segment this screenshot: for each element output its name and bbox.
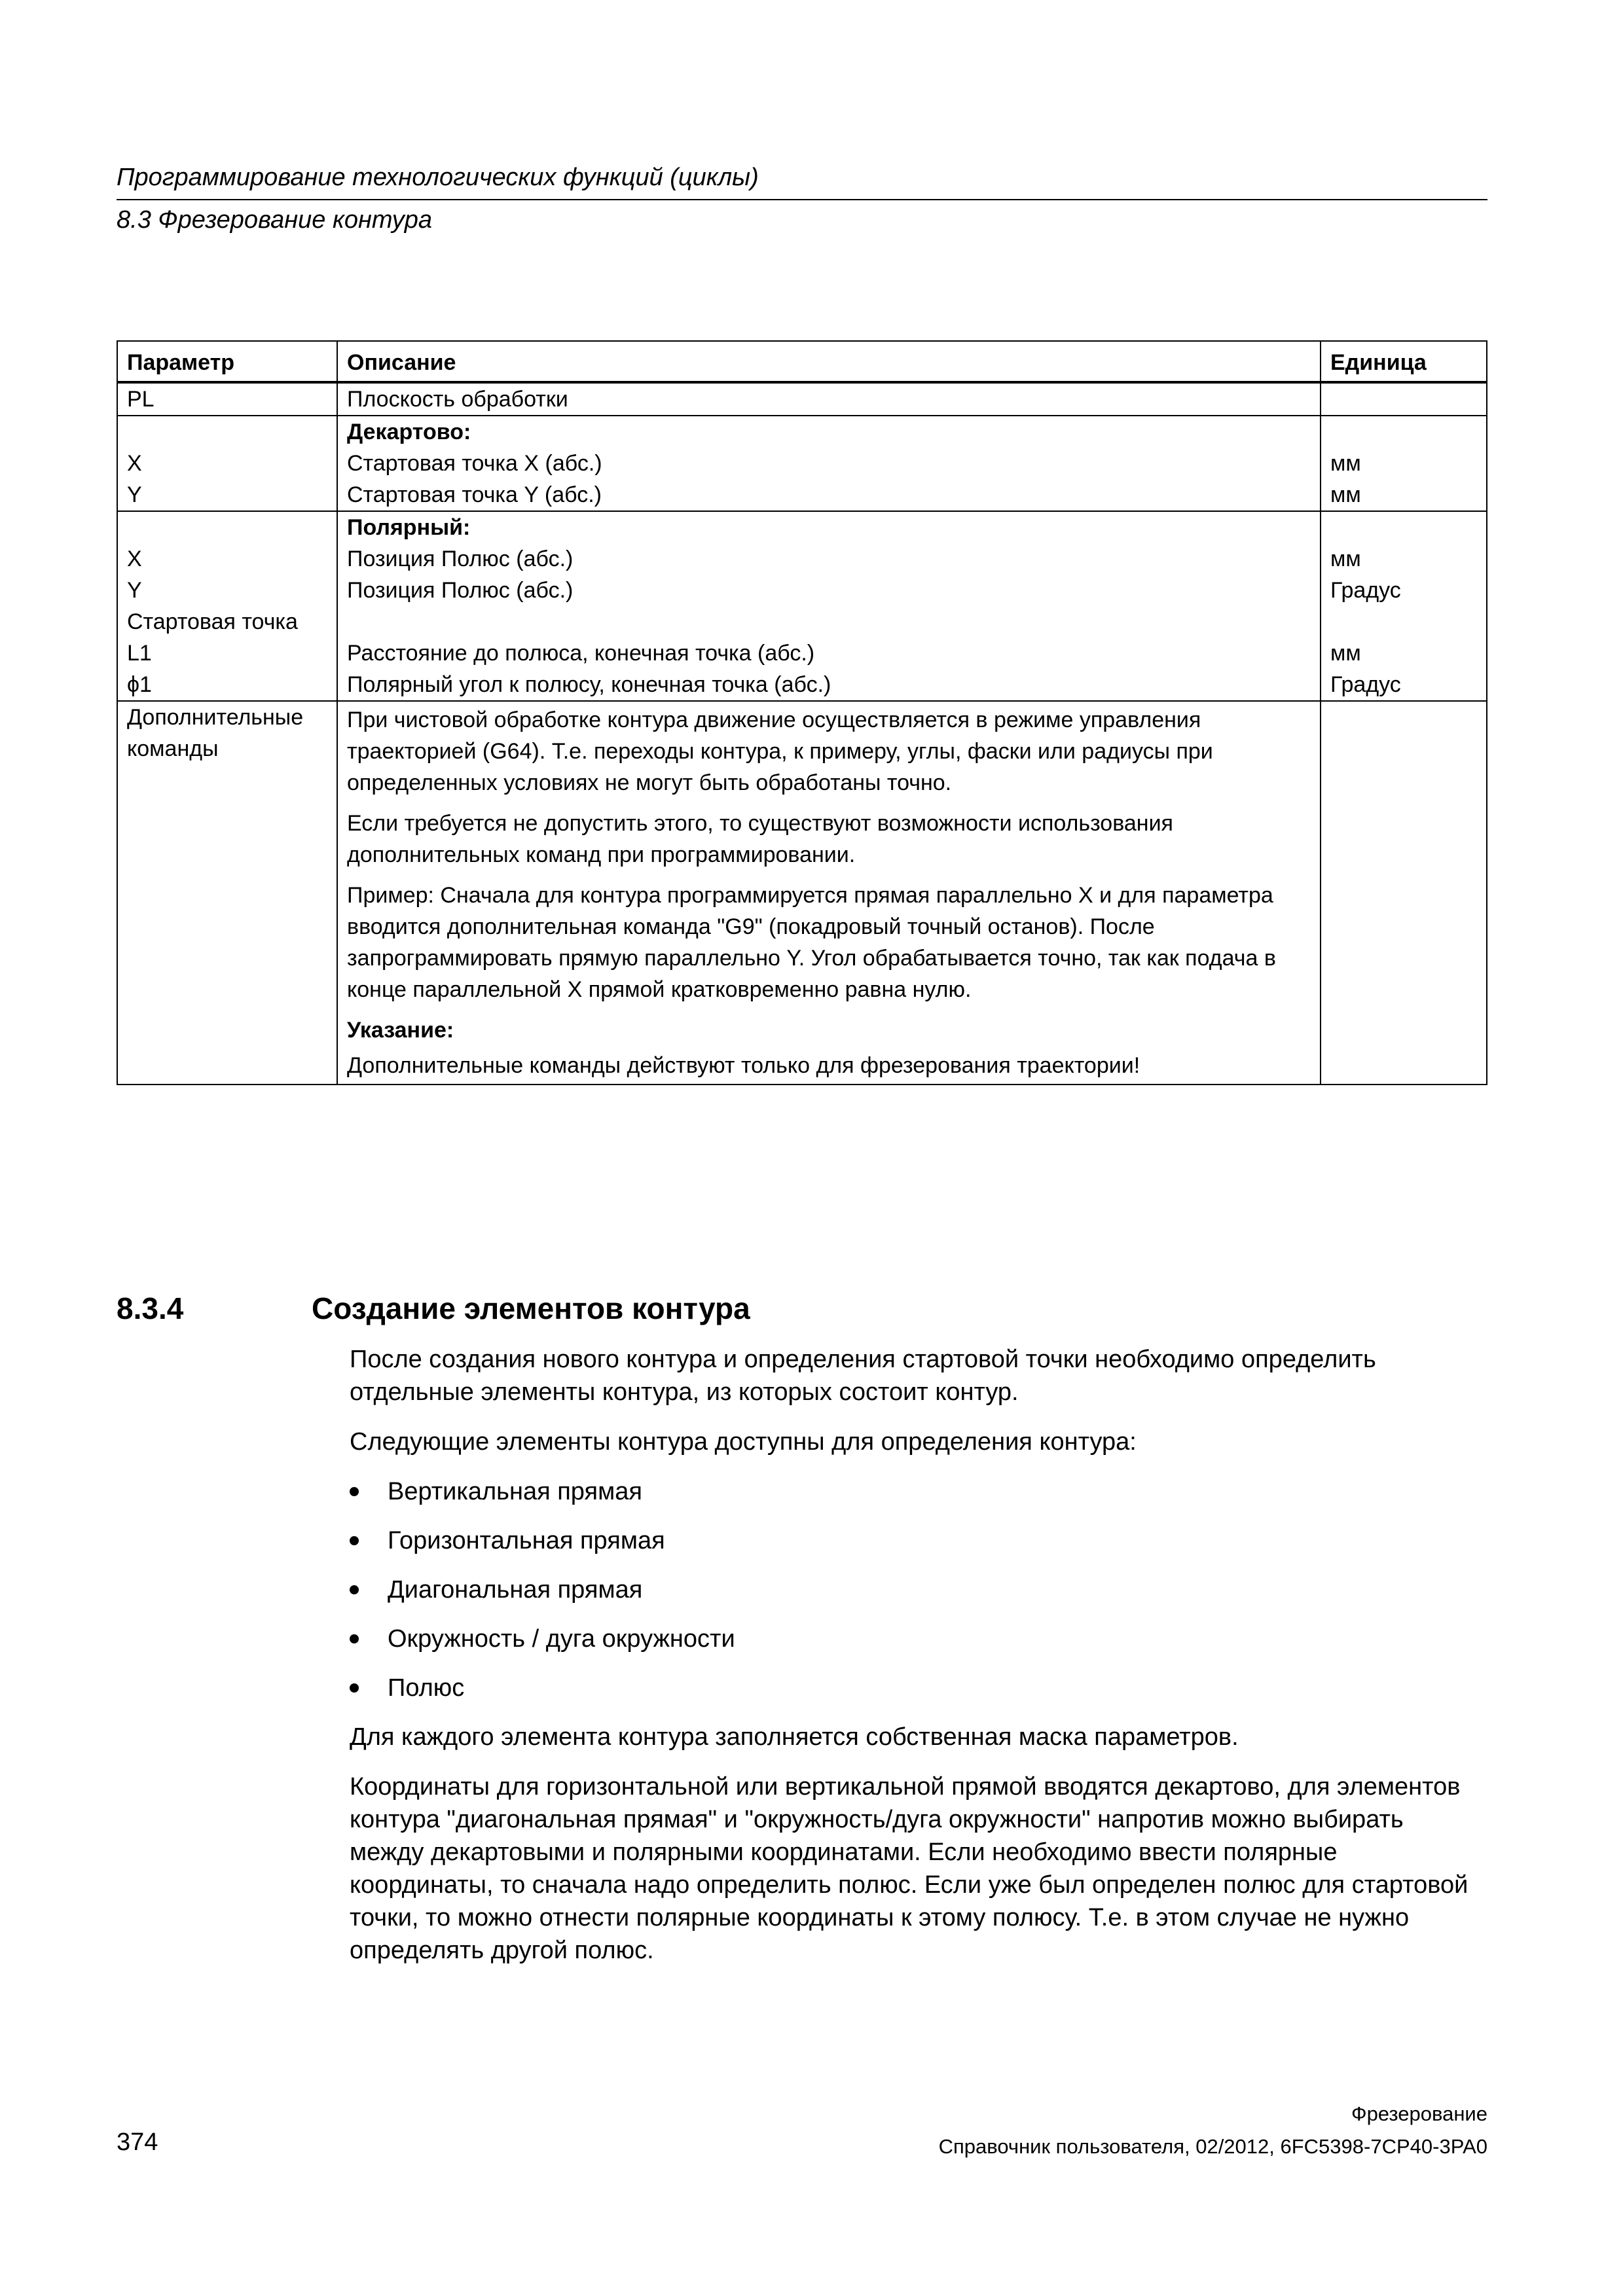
row-desc: Позиция Полюс (абс.) xyxy=(337,543,1321,575)
bullet-icon xyxy=(350,1585,359,1594)
row-desc: Плоскость обработки xyxy=(337,382,1321,416)
group-heading-cartesian: Декартово: xyxy=(337,416,1321,448)
row-param: PL xyxy=(117,382,337,416)
row-param xyxy=(117,511,337,543)
row-desc: Стартовая точка X (абс.) xyxy=(337,448,1321,479)
row-param: Дополнительные команды xyxy=(117,701,337,1085)
section-body xyxy=(350,1343,1476,1984)
footer-edition: Справочник пользователя, 02/2012, 6FC5398-7CP40-3PA0 xyxy=(938,2135,1487,2158)
extra-paragraph-3: Пример: Сначала для контура программируется прямая параллельно X и для параметра вводится дополнительная команда "G9" (покадровый точный останов). После запрограммировать прямую параллельно Y. Угол обрабатывается точно, так как подача в конце параллельной X прямой кратковременно равна нулю. xyxy=(347,883,1276,1002)
row-param: X xyxy=(117,448,337,479)
note-label: Указание: xyxy=(347,1018,454,1043)
row-param: L1 xyxy=(117,637,337,669)
bullet-icon xyxy=(350,1487,359,1496)
table-row xyxy=(117,606,1487,637)
row-unit: Градус xyxy=(1321,669,1487,701)
running-header-title: Программирование технологических функций (циклы) xyxy=(117,164,759,191)
table-row xyxy=(117,669,1487,701)
table-header-row xyxy=(117,341,1487,382)
list-item: Окружность / дуга окружности xyxy=(350,1623,1476,1655)
footer-book-title: Фрезерование xyxy=(1351,2102,1487,2125)
bullet-icon xyxy=(350,1683,359,1693)
row-param: X xyxy=(117,543,337,575)
section-number: 8.3.4 xyxy=(117,1291,184,1325)
row-param: Y xyxy=(117,479,337,511)
bullet-icon xyxy=(350,1634,359,1643)
body-paragraph: После создания нового контура и определения стартовой точки необходимо определить отдельные элементы контура, из которых состоит контур. xyxy=(350,1346,1376,1406)
row-desc xyxy=(337,606,1321,637)
table-row xyxy=(117,543,1487,575)
group-heading-polar: Полярный: xyxy=(337,511,1321,543)
page-number: 374 xyxy=(117,2128,158,2156)
table-row xyxy=(117,416,1487,448)
note-text: Дополнительные команды действуют только для фрезерования траектории! xyxy=(347,1053,1140,1078)
row-param: Y xyxy=(117,575,337,606)
list-item: Диагональная прямая xyxy=(350,1573,1476,1606)
table-row xyxy=(117,637,1487,669)
row-desc xyxy=(337,701,1321,1085)
row-unit xyxy=(1321,606,1487,637)
row-unit: мм xyxy=(1321,448,1487,479)
row-desc: Стартовая точка Y (абс.) xyxy=(337,479,1321,511)
section-title: Создание элементов контура xyxy=(312,1291,750,1325)
row-param xyxy=(117,416,337,448)
list-item: Полюс xyxy=(350,1672,1476,1704)
row-unit xyxy=(1321,701,1487,1085)
row-param: Стартовая точка xyxy=(117,606,337,637)
row-unit xyxy=(1321,382,1487,416)
row-unit: мм xyxy=(1321,479,1487,511)
extra-paragraph-2: Если требуется не допустить этого, то существуют возможности использования дополнительных команд при программировании. xyxy=(347,811,1173,867)
list-item: Горизонтальная прямая xyxy=(350,1524,1476,1557)
row-unit xyxy=(1321,416,1487,448)
column-header-description: Описание xyxy=(337,341,1321,382)
table-row xyxy=(117,448,1487,479)
table-row xyxy=(117,479,1487,511)
row-desc: Полярный угол к полюсу, конечная точка (абс.) xyxy=(337,669,1321,701)
body-paragraph: Координаты для горизонтальной или вертикальной прямой вводятся декартово, для элементов контура "диагональная прямая" и "окружность/дуга окружности" напротив можно выбирать между декартовыми и полярными координатами. Если необходимо ввести полярные координаты, то сначала надо определить полюс. Если уже был определен полюс для стартовой точки, то можно отнести полярные координаты к этому полюсу. Т.е. в этом случае не нужно определять другой полюс. xyxy=(350,1773,1468,1964)
row-unit: Градус xyxy=(1321,575,1487,606)
running-header-subtitle: 8.3 Фрезерование контура xyxy=(117,206,433,234)
column-header-parameter: Параметр xyxy=(117,341,337,382)
header-rule xyxy=(117,199,1487,200)
extra-paragraph-1: При чистовой обработке контура движение осуществляется в режиме управления траекторией (G64). Т.е. переходы контура, к примеру, углы, фаски или радиусы при определенных условиях не могут быть обработаны точно. xyxy=(347,708,1213,795)
parameter-table xyxy=(117,340,1487,1085)
row-unit: мм xyxy=(1321,543,1487,575)
row-param: ϕ1 xyxy=(117,669,337,701)
row-unit: мм xyxy=(1321,637,1487,669)
row-desc: Позиция Полюс (абс.) xyxy=(337,575,1321,606)
list-item: Вертикальная прямая xyxy=(350,1475,1476,1508)
table-row xyxy=(117,382,1487,416)
row-desc: Расстояние до полюса, конечная точка (абс.) xyxy=(337,637,1321,669)
body-paragraph: Для каждого элемента контура заполняется собственная маска параметров. xyxy=(350,1723,1239,1751)
bullet-icon xyxy=(350,1536,359,1545)
table-row xyxy=(117,575,1487,606)
table-row xyxy=(117,511,1487,543)
contour-element-list xyxy=(350,1475,1476,1704)
body-paragraph: Следующие элементы контура доступны для определения контура: xyxy=(350,1428,1137,1456)
row-unit xyxy=(1321,511,1487,543)
column-header-unit: Единица xyxy=(1321,341,1487,382)
table-row-extra-commands xyxy=(117,701,1487,1085)
